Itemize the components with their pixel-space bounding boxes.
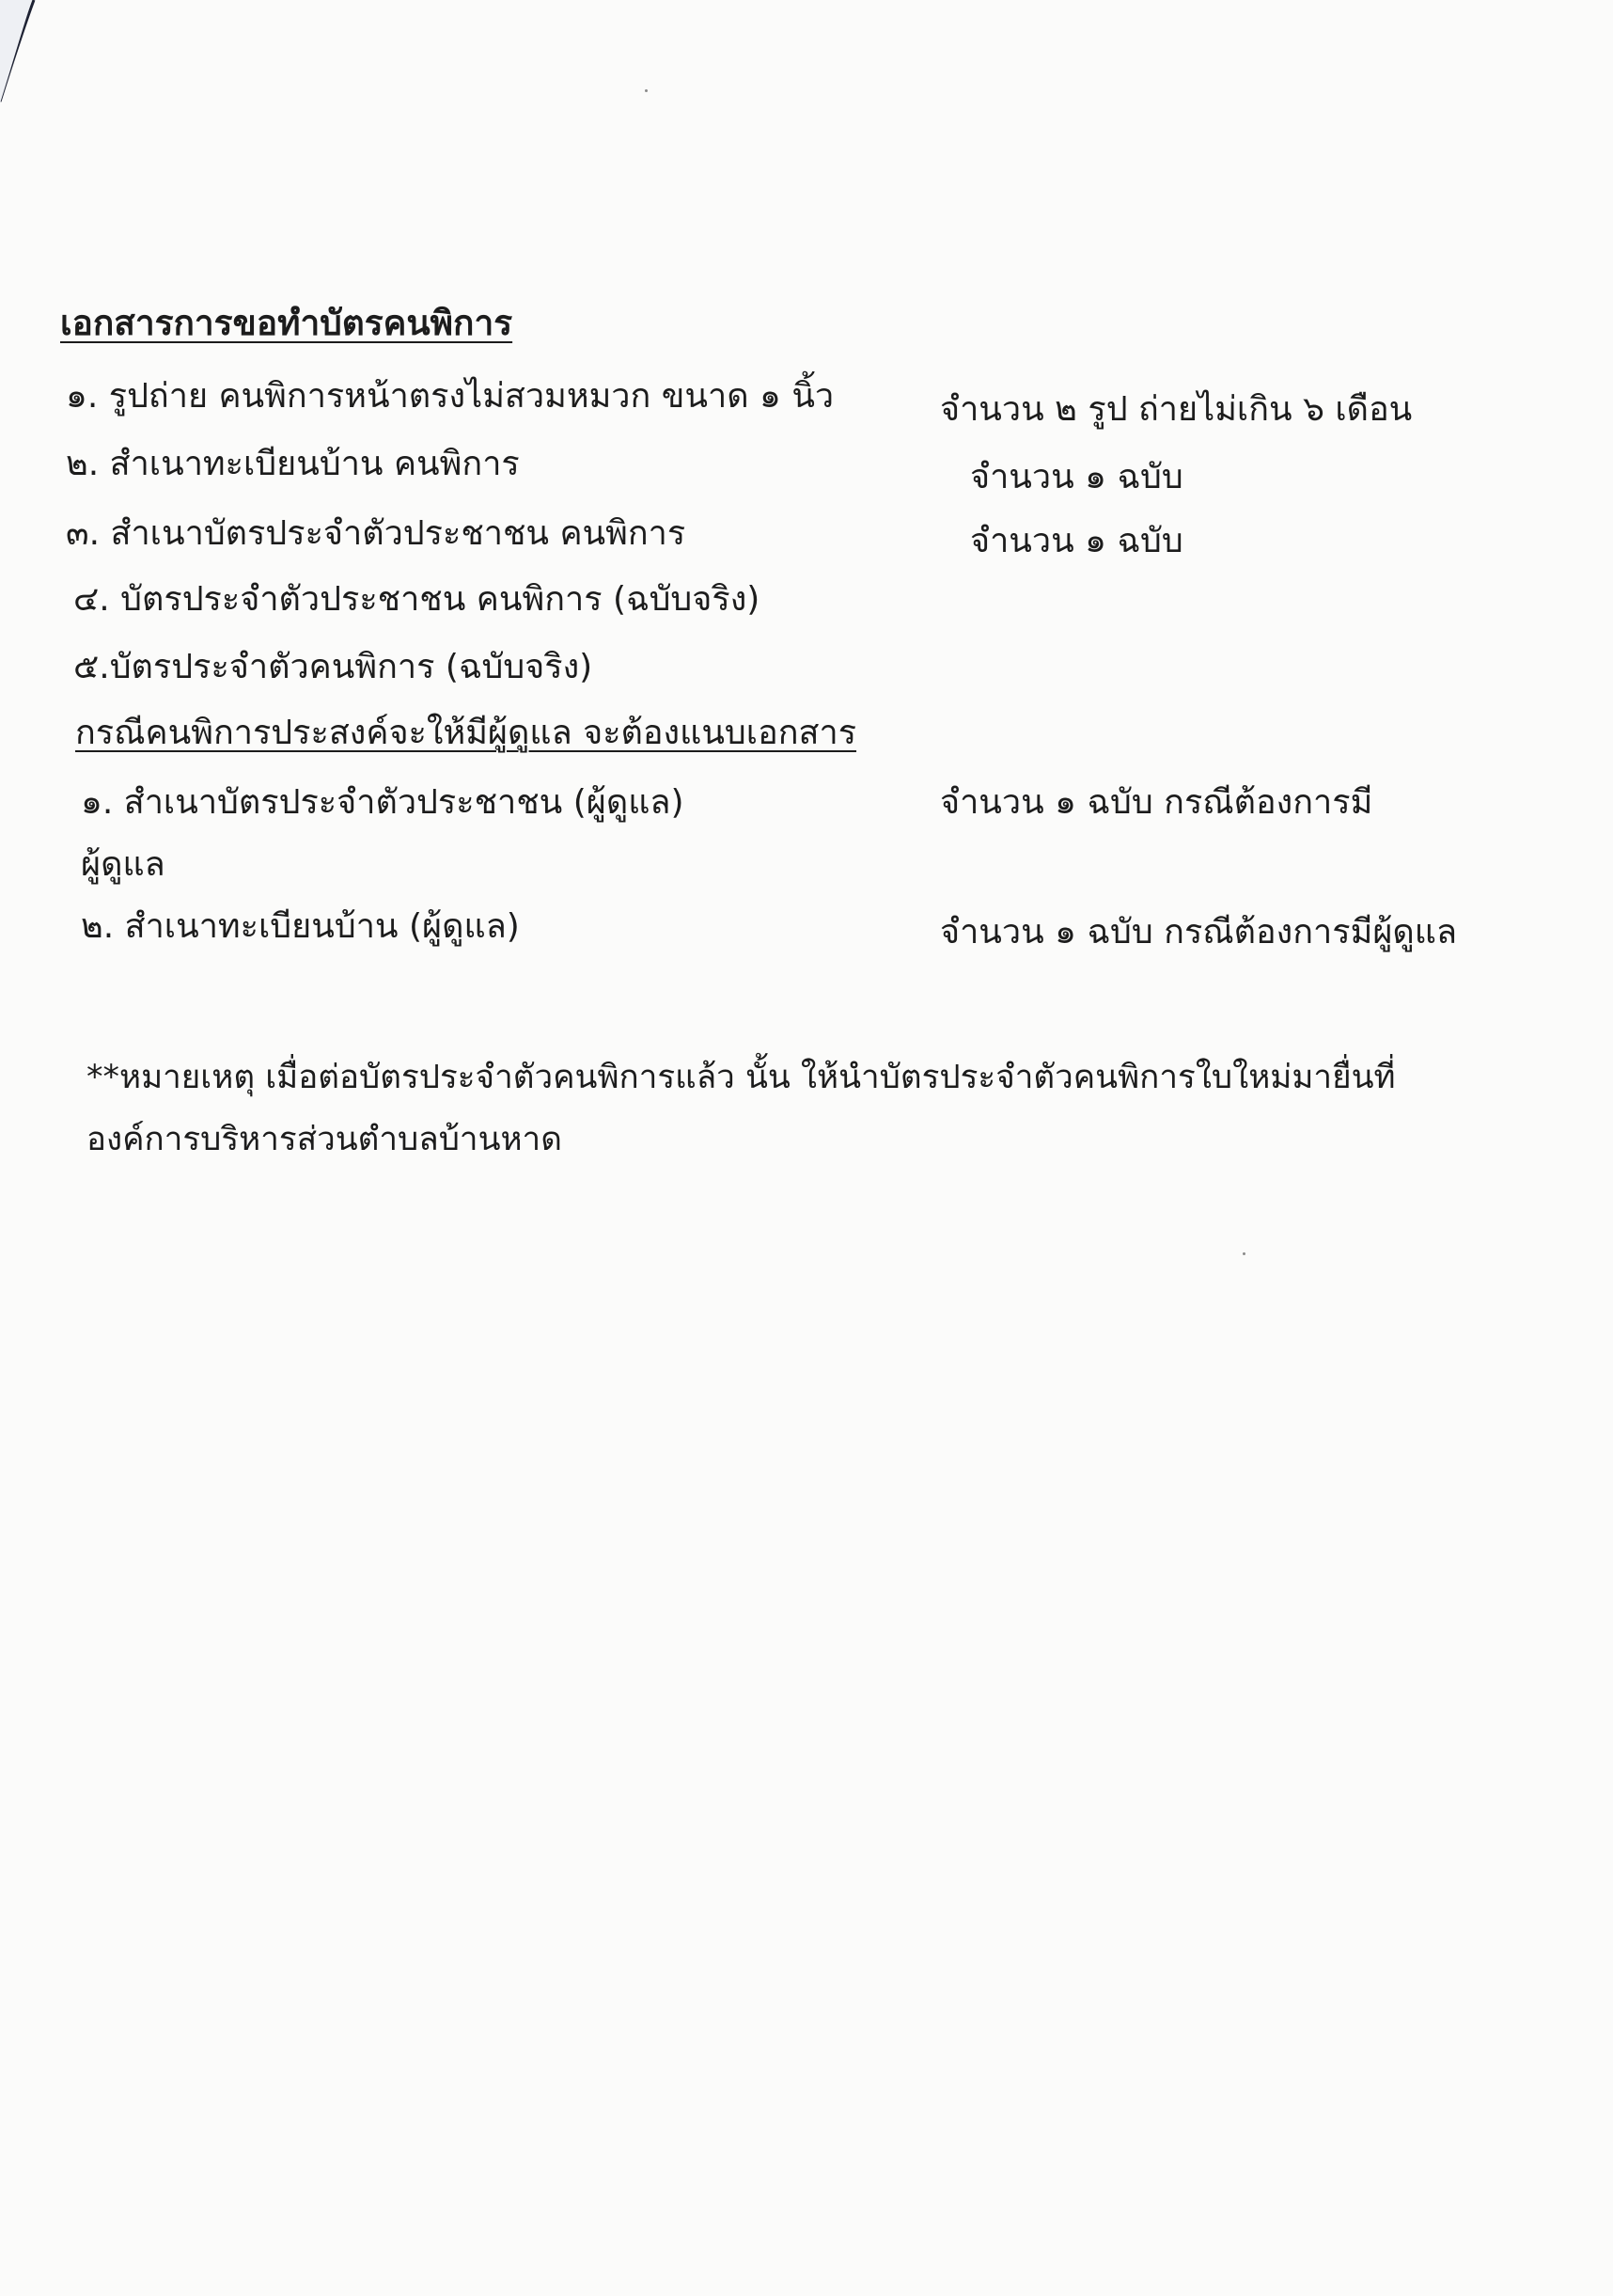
list-item: ๔. บัตรประจำตัวประชาชน คนพิการ (ฉบับจริง): [73, 580, 760, 619]
caretaker-list-item: ๒. สำเนาทะเบียนบ้าน (ผู้ดูแล): [81, 907, 520, 946]
page-corner-shadow: [0, 0, 56, 103]
caretaker-list-item-quantity: จำนวน ๑ ฉบับ กรณีต้องการมีผู้ดูแล: [940, 913, 1458, 951]
document-title: เอกสารการขอทำบัตรคนพิการ: [60, 303, 513, 343]
list-item-quantity: จำนวน ๑ ฉบับ: [970, 458, 1183, 496]
list-item: ๑. รูปถ่าย คนพิการหน้าตรงไม่สวมหมวก ขนาด ๑ นิ้ว: [66, 377, 835, 416]
note-text-continuation: องค์การบริหารส่วนตำบลบ้านหาด: [86, 1121, 562, 1158]
caretaker-list-item: ๑. สำเนาบัตรประจำตัวประชาชน (ผู้ดูแล): [81, 783, 684, 822]
list-item: ๓. สำเนาบัตรประจำตัวประชาชน คนพิการ: [66, 514, 686, 553]
caretaker-list-item-continuation: ผู้ดูแล: [81, 845, 165, 884]
list-item: ๒. สำเนาทะเบียนบ้าน คนพิการ: [66, 445, 520, 483]
scan-speck: [645, 89, 648, 92]
caretaker-heading: กรณีคนพิการประสงค์จะให้มีผู้ดูแล จะต้องแนบเอกสาร: [75, 714, 857, 752]
list-item: ๕.บัตรประจำตัวคนพิการ (ฉบับจริง): [73, 648, 593, 686]
caretaker-list-item-quantity: จำนวน ๑ ฉบับ กรณีต้องการมี: [940, 783, 1373, 822]
scan-speck: [1243, 1252, 1245, 1255]
list-item-quantity: จำนวน ๑ ฉบับ: [970, 522, 1183, 560]
note-text: **หมายเหตุ เมื่อต่อบัตรประจำตัวคนพิการแล้ว นั้น ให้นำบัตรประจำตัวคนพิการใบใหม่มายื่นที่: [86, 1059, 1396, 1096]
list-item-quantity: จำนวน ๒ รูป ถ่ายไม่เกิน ๖ เดือน: [940, 390, 1413, 429]
